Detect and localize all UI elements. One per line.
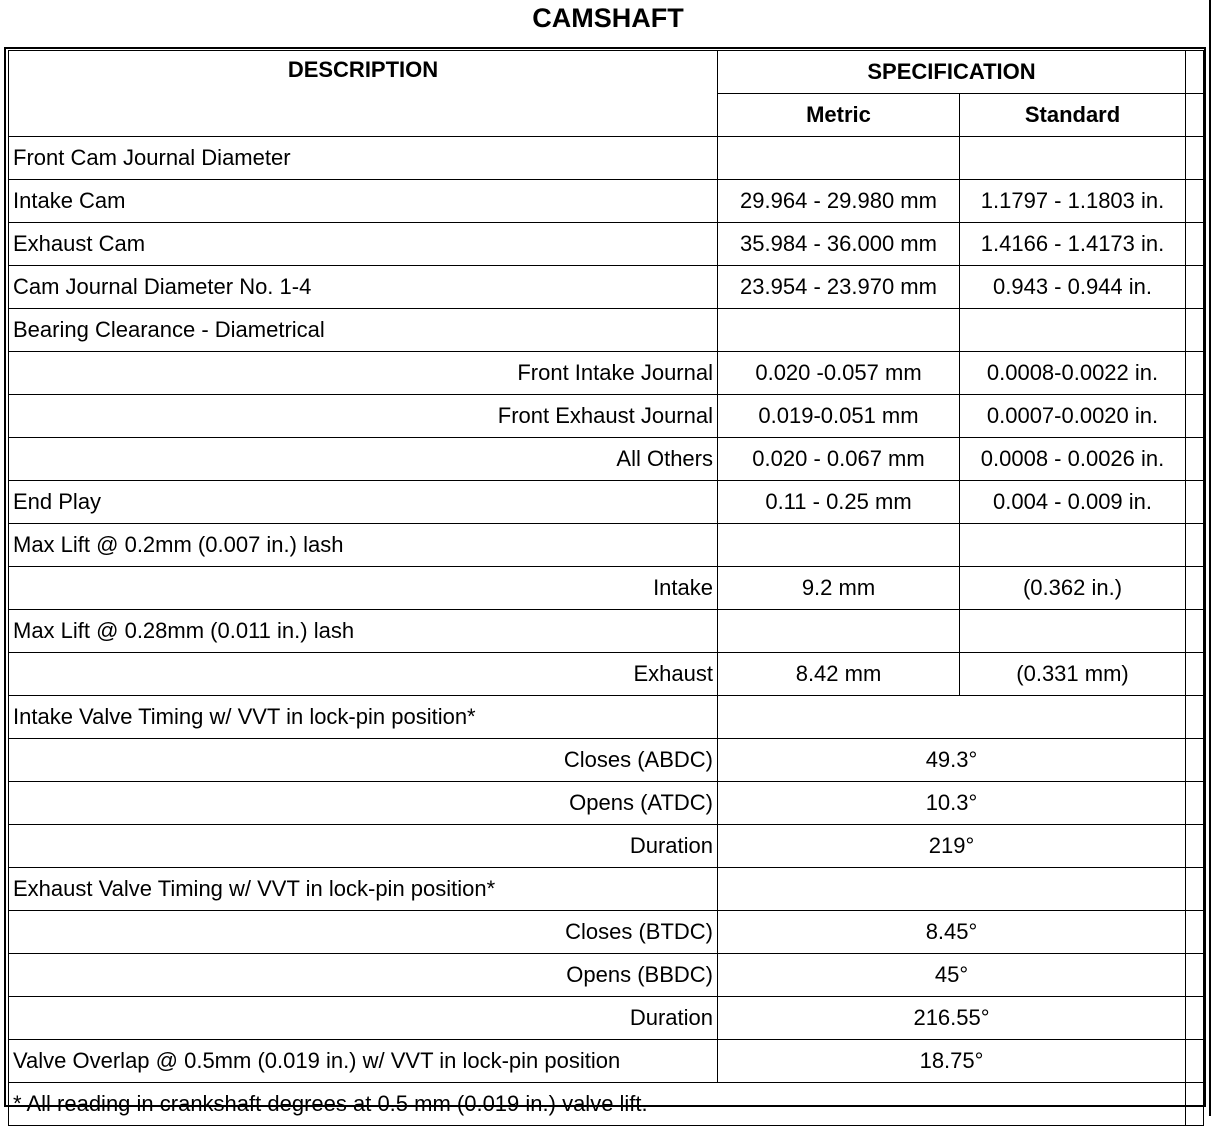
metric-header: Metric [718, 94, 960, 137]
table-row [9, 825, 1204, 868]
footnote-row [9, 1083, 1204, 1126]
margin-cell [1186, 911, 1204, 954]
spec-value: 8.45° [718, 911, 1186, 954]
metric-value: 8.42 mm [718, 653, 960, 696]
standard-value: 0.943 - 0.944 in. [960, 266, 1186, 309]
margin-cell [1186, 696, 1204, 739]
table-row [9, 911, 1204, 954]
metric-value [718, 137, 960, 180]
table-row [9, 223, 1204, 266]
margin-cell [1186, 223, 1204, 266]
spec-value: 49.3° [718, 739, 1186, 782]
standard-value [960, 137, 1186, 180]
margin-cell [1186, 825, 1204, 868]
metric-value: 35.984 - 36.000 mm [718, 223, 960, 266]
standard-value: 0.0008 - 0.0026 in. [960, 438, 1186, 481]
metric-value: 0.020 - 0.067 mm [718, 438, 960, 481]
row-label: Valve Overlap @ 0.5mm (0.019 in.) w/ VVT in lock-pin position [9, 1040, 718, 1083]
row-label: End Play [9, 481, 718, 524]
row-label: Exhaust [9, 653, 718, 696]
table-row [9, 868, 1204, 911]
margin-cell [1186, 352, 1204, 395]
margin-cell [1186, 137, 1204, 180]
margin-cell [1186, 94, 1204, 137]
table-row [9, 309, 1204, 352]
table-row [9, 395, 1204, 438]
margin-cell [1186, 567, 1204, 610]
table-row [9, 567, 1204, 610]
metric-value: 23.954 - 23.970 mm [718, 266, 960, 309]
margin-cell [1186, 782, 1204, 825]
row-label: Front Cam Journal Diameter [9, 137, 718, 180]
standard-value: (0.362 in.) [960, 567, 1186, 610]
metric-value [718, 610, 960, 653]
standard-value: 0.004 - 0.009 in. [960, 481, 1186, 524]
standard-value [960, 610, 1186, 653]
spec-value [718, 696, 1186, 739]
standard-value: 0.0008-0.0022 in. [960, 352, 1186, 395]
row-label: Intake Valve Timing w/ VVT in lock-pin position* [9, 696, 718, 739]
margin-cell [1186, 51, 1204, 94]
row-label: Closes (ABDC) [9, 739, 718, 782]
table-row [9, 782, 1204, 825]
standard-value: 0.0007-0.0020 in. [960, 395, 1186, 438]
spec-value: 219° [718, 825, 1186, 868]
table-row [9, 266, 1204, 309]
margin-cell [1186, 1040, 1204, 1083]
table-row [9, 653, 1204, 696]
table-row [9, 438, 1204, 481]
margin-cell [1186, 954, 1204, 997]
row-label: Opens (BBDC) [9, 954, 718, 997]
standard-value [960, 524, 1186, 567]
row-label: Closes (BTDC) [9, 911, 718, 954]
margin-cell [1186, 997, 1204, 1040]
table-row [9, 610, 1204, 653]
row-label: Intake [9, 567, 718, 610]
row-label: Front Intake Journal [9, 352, 718, 395]
table-row [9, 481, 1204, 524]
row-label: Intake Cam [9, 180, 718, 223]
row-label: Bearing Clearance - Diametrical [9, 309, 718, 352]
row-label: Cam Journal Diameter No. 1-4 [9, 266, 718, 309]
spec-value: 45° [718, 954, 1186, 997]
row-label: Front Exhaust Journal [9, 395, 718, 438]
specification-header: SPECIFICATION [718, 51, 1186, 94]
row-label: Exhaust Valve Timing w/ VVT in lock-pin position* [9, 868, 718, 911]
spec-value: 10.3° [718, 782, 1186, 825]
metric-value: 9.2 mm [718, 567, 960, 610]
standard-value [960, 309, 1186, 352]
table-row [9, 180, 1204, 223]
table-row [9, 137, 1204, 180]
margin-cell [1186, 180, 1204, 223]
table-row [9, 997, 1204, 1040]
description-header: DESCRIPTION [9, 51, 718, 137]
row-label: Duration [9, 825, 718, 868]
standard-value: 1.4166 - 1.4173 in. [960, 223, 1186, 266]
page-edge-line [1209, 0, 1211, 1116]
margin-cell [1186, 438, 1204, 481]
margin-cell [1186, 739, 1204, 782]
margin-cell [1186, 610, 1204, 653]
metric-value: 0.020 -0.057 mm [718, 352, 960, 395]
footnote: * All reading in crankshaft degrees at 0.5 mm (0.019 in.) valve lift. [9, 1083, 1186, 1126]
metric-value: 0.019-0.051 mm [718, 395, 960, 438]
page-title: CAMSHAFT [532, 3, 684, 33]
row-label: Max Lift @ 0.28mm (0.011 in.) lash [9, 610, 718, 653]
standard-value: (0.331 mm) [960, 653, 1186, 696]
row-label: All Others [9, 438, 718, 481]
margin-cell [1186, 266, 1204, 309]
table-row [9, 352, 1204, 395]
metric-value [718, 309, 960, 352]
metric-value [718, 524, 960, 567]
standard-header: Standard [960, 94, 1186, 137]
margin-cell [1186, 481, 1204, 524]
table-row [9, 524, 1204, 567]
row-label: Opens (ATDC) [9, 782, 718, 825]
spec-value [718, 868, 1186, 911]
margin-cell [1186, 309, 1204, 352]
margin-cell [1186, 653, 1204, 696]
margin-cell [1186, 868, 1204, 911]
metric-value: 29.964 - 29.980 mm [718, 180, 960, 223]
spec-value: 216.55° [718, 997, 1186, 1040]
table-row [9, 954, 1204, 997]
margin-cell [1186, 395, 1204, 438]
spec-value: 18.75° [718, 1040, 1186, 1083]
row-label: Exhaust Cam [9, 223, 718, 266]
header-row-1 [9, 51, 1204, 94]
table-row [9, 696, 1204, 739]
margin-cell [1186, 1083, 1204, 1126]
table-row [9, 1040, 1204, 1083]
row-label: Duration [9, 997, 718, 1040]
camshaft-spec-table [8, 50, 1204, 1126]
standard-value: 1.1797 - 1.1803 in. [960, 180, 1186, 223]
row-label: Max Lift @ 0.2mm (0.007 in.) lash [9, 524, 718, 567]
table-row [9, 739, 1204, 782]
margin-cell [1186, 524, 1204, 567]
metric-value: 0.11 - 0.25 mm [718, 481, 960, 524]
